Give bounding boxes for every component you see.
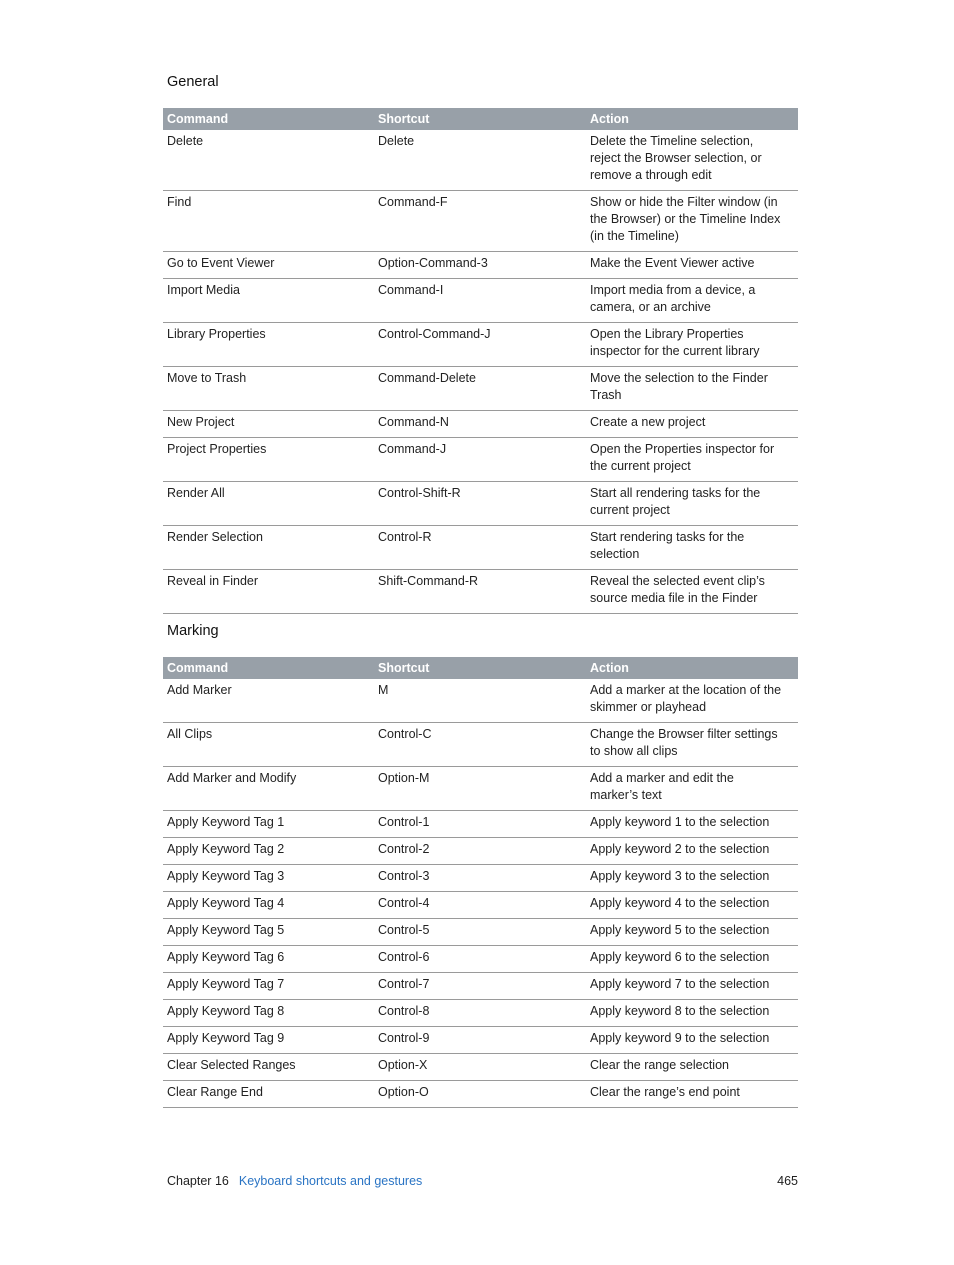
action-cell: Create a new project bbox=[586, 411, 798, 438]
shortcut-cell: Control-3 bbox=[374, 865, 586, 892]
action-cell: Apply keyword 9 to the selection bbox=[586, 1027, 798, 1054]
action-cell: Move the selection to the Finder Trash bbox=[586, 367, 798, 411]
action-cell: Clear the range’s end point bbox=[586, 1081, 798, 1108]
action-cell: Change the Browser filter settings to show all clips bbox=[586, 723, 798, 767]
table-row bbox=[163, 946, 798, 973]
action-cell: Apply keyword 2 to the selection bbox=[586, 838, 798, 865]
shortcut-cell: Control-7 bbox=[374, 973, 586, 1000]
action-cell: Make the Event Viewer active bbox=[586, 252, 798, 279]
command-cell: Project Properties bbox=[163, 438, 374, 482]
command-cell: Clear Range End bbox=[163, 1081, 374, 1108]
command-cell: Add Marker bbox=[163, 679, 374, 723]
page-number: 465 bbox=[777, 1174, 798, 1188]
table-row bbox=[163, 838, 798, 865]
command-cell: Move to Trash bbox=[163, 367, 374, 411]
shortcut-cell: Command-I bbox=[374, 279, 586, 323]
footer-chapter: Chapter 16 bbox=[167, 1174, 229, 1188]
shortcut-cell: Command-F bbox=[374, 191, 586, 252]
action-cell: Add a marker at the location of the skimmer or playhead bbox=[586, 679, 798, 723]
action-cell: Apply keyword 3 to the selection bbox=[586, 865, 798, 892]
table-row bbox=[163, 723, 798, 767]
table-row bbox=[163, 1027, 798, 1054]
table-header-row bbox=[163, 108, 798, 130]
action-cell: Start all rendering tasks for the current project bbox=[586, 482, 798, 526]
shortcut-cell: Delete bbox=[374, 130, 586, 191]
marking-shortcuts-table bbox=[163, 657, 798, 1108]
shortcut-cell: Control-6 bbox=[374, 946, 586, 973]
action-cell: Apply keyword 7 to the selection bbox=[586, 973, 798, 1000]
column-header-action: Action bbox=[586, 108, 798, 130]
column-header-shortcut: Shortcut bbox=[374, 108, 586, 130]
table-row bbox=[163, 367, 798, 411]
table-row bbox=[163, 526, 798, 570]
table-row bbox=[163, 252, 798, 279]
section-title-general: General bbox=[167, 74, 219, 90]
command-cell: All Clips bbox=[163, 723, 374, 767]
page-footer bbox=[167, 1174, 798, 1188]
command-cell: Add Marker and Modify bbox=[163, 767, 374, 811]
table-row bbox=[163, 919, 798, 946]
shortcut-cell: Command-J bbox=[374, 438, 586, 482]
shortcut-cell: Option-M bbox=[374, 767, 586, 811]
table-row bbox=[163, 130, 798, 191]
shortcut-cell: Control-8 bbox=[374, 1000, 586, 1027]
command-cell: Apply Keyword Tag 7 bbox=[163, 973, 374, 1000]
command-cell: Apply Keyword Tag 6 bbox=[163, 946, 374, 973]
action-cell: Apply keyword 4 to the selection bbox=[586, 892, 798, 919]
command-cell: Render All bbox=[163, 482, 374, 526]
shortcut-cell: Control-R bbox=[374, 526, 586, 570]
command-cell: Render Selection bbox=[163, 526, 374, 570]
table-row bbox=[163, 973, 798, 1000]
shortcut-cell: Control-4 bbox=[374, 892, 586, 919]
table-row bbox=[163, 279, 798, 323]
table-row bbox=[163, 323, 798, 367]
action-cell: Delete the Timeline selection, reject the Browser selection, or remove a through edit bbox=[586, 130, 798, 191]
command-cell: Find bbox=[163, 191, 374, 252]
command-cell: Apply Keyword Tag 4 bbox=[163, 892, 374, 919]
table-row bbox=[163, 411, 798, 438]
action-cell: Open the Properties inspector for the current project bbox=[586, 438, 798, 482]
column-header-command: Command bbox=[163, 108, 374, 130]
table-row bbox=[163, 1081, 798, 1108]
shortcut-cell: Control-5 bbox=[374, 919, 586, 946]
shortcut-cell: Control-1 bbox=[374, 811, 586, 838]
command-cell: Library Properties bbox=[163, 323, 374, 367]
action-cell: Import media from a device, a camera, or an archive bbox=[586, 279, 798, 323]
shortcut-cell: Control-9 bbox=[374, 1027, 586, 1054]
shortcut-cell: Shift-Command-R bbox=[374, 570, 586, 614]
command-cell: Reveal in Finder bbox=[163, 570, 374, 614]
command-cell: Apply Keyword Tag 3 bbox=[163, 865, 374, 892]
action-cell: Apply keyword 6 to the selection bbox=[586, 946, 798, 973]
command-cell: Apply Keyword Tag 1 bbox=[163, 811, 374, 838]
shortcut-cell: Command-Delete bbox=[374, 367, 586, 411]
table-header-row bbox=[163, 657, 798, 679]
command-cell: Apply Keyword Tag 8 bbox=[163, 1000, 374, 1027]
table-row bbox=[163, 1054, 798, 1081]
shortcut-cell: Command-N bbox=[374, 411, 586, 438]
action-cell: Apply keyword 1 to the selection bbox=[586, 811, 798, 838]
table-row bbox=[163, 892, 798, 919]
shortcut-cell: Option-O bbox=[374, 1081, 586, 1108]
action-cell: Add a marker and edit the marker’s text bbox=[586, 767, 798, 811]
command-cell: Apply Keyword Tag 5 bbox=[163, 919, 374, 946]
table-row bbox=[163, 570, 798, 614]
command-cell: New Project bbox=[163, 411, 374, 438]
general-shortcuts-table bbox=[163, 108, 798, 614]
action-cell: Reveal the selected event clip’s source media file in the Finder bbox=[586, 570, 798, 614]
action-cell: Apply keyword 8 to the selection bbox=[586, 1000, 798, 1027]
section-title-marking: Marking bbox=[167, 623, 219, 639]
table-row bbox=[163, 438, 798, 482]
table-row bbox=[163, 191, 798, 252]
command-cell: Delete bbox=[163, 130, 374, 191]
column-header-action: Action bbox=[586, 657, 798, 679]
action-cell: Open the Library Properties inspector for the current library bbox=[586, 323, 798, 367]
table-row bbox=[163, 811, 798, 838]
shortcut-cell: M bbox=[374, 679, 586, 723]
table-row bbox=[163, 482, 798, 526]
command-cell: Import Media bbox=[163, 279, 374, 323]
shortcut-cell: Control-Command-J bbox=[374, 323, 586, 367]
shortcut-cell: Option-X bbox=[374, 1054, 586, 1081]
footer-chapter-title-link[interactable]: Keyboard shortcuts and gestures bbox=[238, 1174, 423, 1188]
table-row bbox=[163, 865, 798, 892]
table-row bbox=[163, 679, 798, 723]
column-header-shortcut: Shortcut bbox=[374, 657, 586, 679]
shortcut-cell: Control-Shift-R bbox=[374, 482, 586, 526]
shortcut-cell: Option-Command-3 bbox=[374, 252, 586, 279]
action-cell: Show or hide the Filter window (in the Browser) or the Timeline Index (in the Timeline) bbox=[586, 191, 798, 252]
action-cell: Clear the range selection bbox=[586, 1054, 798, 1081]
command-cell: Go to Event Viewer bbox=[163, 252, 374, 279]
action-cell: Start rendering tasks for the selection bbox=[586, 526, 798, 570]
command-cell: Apply Keyword Tag 2 bbox=[163, 838, 374, 865]
shortcut-cell: Control-2 bbox=[374, 838, 586, 865]
command-cell: Clear Selected Ranges bbox=[163, 1054, 374, 1081]
column-header-command: Command bbox=[163, 657, 374, 679]
table-row bbox=[163, 1000, 798, 1027]
action-cell: Apply keyword 5 to the selection bbox=[586, 919, 798, 946]
shortcut-cell: Control-C bbox=[374, 723, 586, 767]
table-row bbox=[163, 767, 798, 811]
command-cell: Apply Keyword Tag 9 bbox=[163, 1027, 374, 1054]
